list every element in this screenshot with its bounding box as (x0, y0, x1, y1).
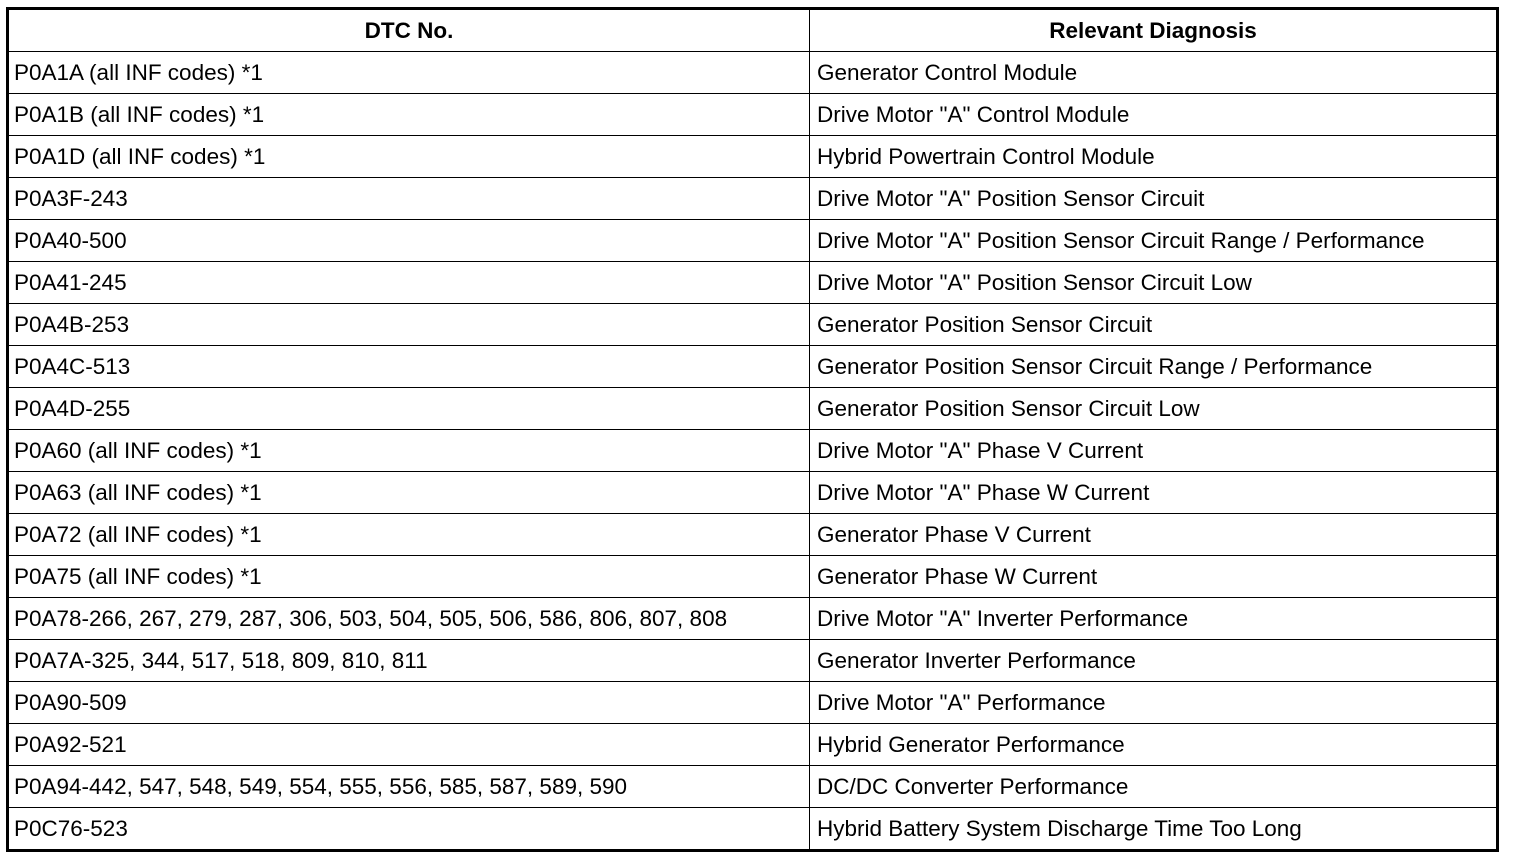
header-dtc-no: DTC No. (8, 9, 810, 52)
dtc-code-cell: P0A72 (all INF codes) *1 (8, 514, 810, 556)
diagnosis-cell: Drive Motor "A" Phase V Current (810, 430, 1498, 472)
table-row (8, 724, 1498, 766)
header-relevant-diagnosis: Relevant Diagnosis (810, 9, 1498, 52)
diagnosis-cell: DC/DC Converter Performance (810, 766, 1498, 808)
table-row (8, 346, 1498, 388)
diagnosis-cell: Generator Control Module (810, 52, 1498, 94)
table-row (8, 220, 1498, 262)
dtc-code-cell: P0A4C-513 (8, 346, 810, 388)
table-header-row (8, 9, 1498, 52)
dtc-code-cell: P0A63 (all INF codes) *1 (8, 472, 810, 514)
diagnosis-cell: Generator Position Sensor Circuit Low (810, 388, 1498, 430)
table-row (8, 136, 1498, 178)
table-row (8, 304, 1498, 346)
diagnosis-cell: Drive Motor "A" Position Sensor Circuit Low (810, 262, 1498, 304)
diagnosis-cell: Generator Inverter Performance (810, 640, 1498, 682)
diagnosis-cell: Hybrid Generator Performance (810, 724, 1498, 766)
diagnosis-cell: Hybrid Battery System Discharge Time Too Long (810, 808, 1498, 851)
table-row (8, 766, 1498, 808)
table-body (8, 52, 1498, 851)
diagnosis-cell: Drive Motor "A" Performance (810, 682, 1498, 724)
diagnosis-cell: Drive Motor "A" Inverter Performance (810, 598, 1498, 640)
dtc-table (6, 7, 1499, 852)
table-row (8, 514, 1498, 556)
diagnosis-cell: Hybrid Powertrain Control Module (810, 136, 1498, 178)
dtc-code-cell: P0A4B-253 (8, 304, 810, 346)
diagnosis-cell: Generator Phase V Current (810, 514, 1498, 556)
table-row (8, 94, 1498, 136)
dtc-code-cell: P0A94-442, 547, 548, 549, 554, 555, 556, 585, 587, 589, 590 (8, 766, 810, 808)
dtc-code-cell: P0A1D (all INF codes) *1 (8, 136, 810, 178)
table-row (8, 472, 1498, 514)
table-row (8, 430, 1498, 472)
dtc-code-cell: P0A90-509 (8, 682, 810, 724)
dtc-code-cell: P0A75 (all INF codes) *1 (8, 556, 810, 598)
diagnosis-cell: Drive Motor "A" Position Sensor Circuit (810, 178, 1498, 220)
dtc-code-cell: P0A92-521 (8, 724, 810, 766)
diagnosis-cell: Drive Motor "A" Phase W Current (810, 472, 1498, 514)
dtc-code-cell: P0A78-266, 267, 279, 287, 306, 503, 504, 505, 506, 586, 806, 807, 808 (8, 598, 810, 640)
diagnosis-cell: Generator Phase W Current (810, 556, 1498, 598)
dtc-code-cell: P0C76-523 (8, 808, 810, 851)
table-row (8, 262, 1498, 304)
table-row (8, 556, 1498, 598)
dtc-code-cell: P0A3F-243 (8, 178, 810, 220)
diagnosis-cell: Drive Motor "A" Position Sensor Circuit Range / Performance (810, 220, 1498, 262)
table-row (8, 682, 1498, 724)
diagnosis-cell: Generator Position Sensor Circuit Range / Performance (810, 346, 1498, 388)
table-row (8, 178, 1498, 220)
diagnosis-cell: Drive Motor "A" Control Module (810, 94, 1498, 136)
dtc-code-cell: P0A41-245 (8, 262, 810, 304)
dtc-code-cell: P0A7A-325, 344, 517, 518, 809, 810, 811 (8, 640, 810, 682)
table-row (8, 808, 1498, 851)
dtc-table-container (6, 7, 1499, 852)
dtc-code-cell: P0A1A (all INF codes) *1 (8, 52, 810, 94)
dtc-code-cell: P0A1B (all INF codes) *1 (8, 94, 810, 136)
table-row (8, 640, 1498, 682)
table-row (8, 598, 1498, 640)
dtc-code-cell: P0A40-500 (8, 220, 810, 262)
diagnosis-cell: Generator Position Sensor Circuit (810, 304, 1498, 346)
table-row (8, 52, 1498, 94)
table-row (8, 388, 1498, 430)
dtc-code-cell: P0A60 (all INF codes) *1 (8, 430, 810, 472)
dtc-code-cell: P0A4D-255 (8, 388, 810, 430)
